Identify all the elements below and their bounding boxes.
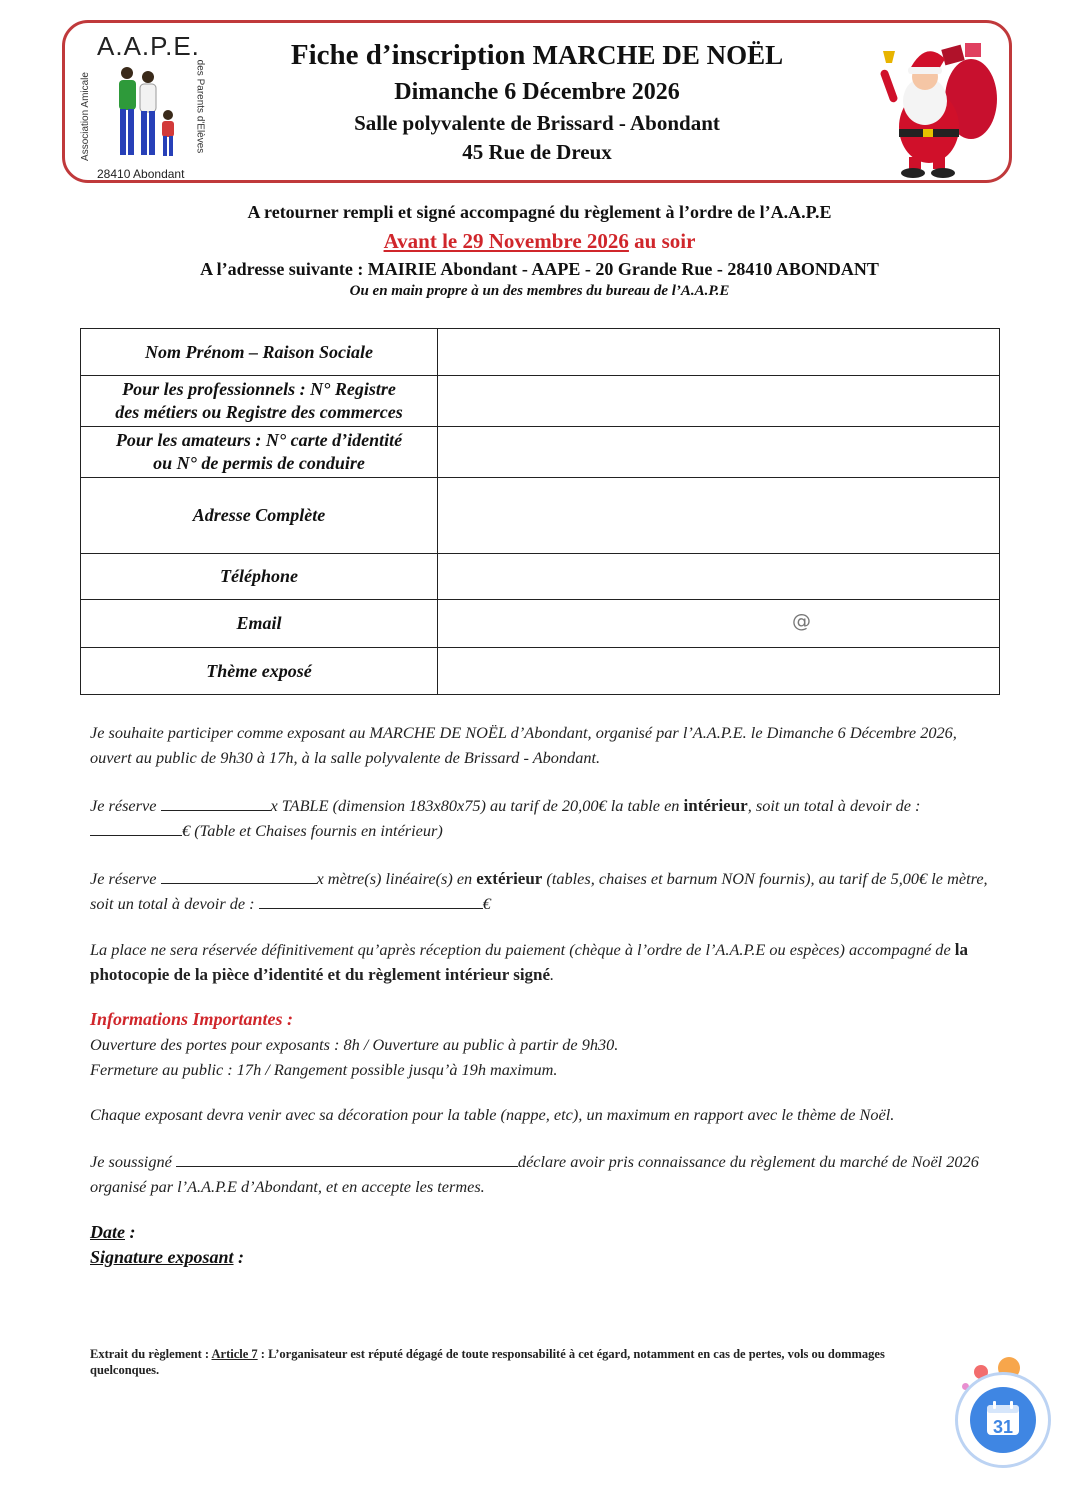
- logo-title: A.A.P.E.: [97, 31, 200, 61]
- field-label-address: Adresse Complète: [81, 478, 438, 554]
- field-label-email: Email: [81, 600, 438, 648]
- table-count-blank[interactable]: [161, 794, 271, 811]
- meter-count-blank[interactable]: [161, 867, 317, 884]
- mailing-address: A l’adresse suivante : MAIRIE Abondant - AAPE - 20 Grande Rue - 28410 ABONDANT: [200, 259, 879, 279]
- indoor-total-blank[interactable]: [90, 819, 182, 836]
- logo-city: 28410 Abondant: [97, 167, 185, 181]
- field-label-theme: Thème exposé: [81, 648, 438, 695]
- important-info-title: Informations Importantes :: [90, 1009, 294, 1029]
- decoration-note: Chaque exposant devra venir avec sa décoration pour la table (nappe, etc), un maximum en rapport avec le thème de Noël.: [90, 1105, 895, 1124]
- payment-conditions: La place ne sera réservée définitivement qu’après réception du paiement (chèque à l’ordre de l’A.A.P.E ou espèces) accompagné de la photocopie de la pièce d’identité et du règlement intérieur signé.: [90, 940, 968, 984]
- field-input-name[interactable]: [438, 329, 1000, 376]
- return-instructions: A retourner rempli et signé accompagné du règlement à l’ordre de l’A.A.P.E: [247, 202, 832, 222]
- form-title: [65, 39, 1009, 72]
- table-row: [81, 376, 1000, 427]
- event-street: 45 Rue de Dreux: [462, 140, 612, 164]
- header-box: [62, 20, 1012, 183]
- signer-name-blank[interactable]: [176, 1150, 518, 1167]
- field-input-theme[interactable]: [438, 648, 1000, 695]
- declaration: Je soussigné déclare avoir pris connaissance du règlement du marché de Noël 2026 organisé par l’A.A.P.E d’Abondant, et en accepte les termes.: [90, 1152, 979, 1196]
- indoor-table-reservation: Je réserve x TABLE (dimension 183x80x75) au tarif de 20,00€ la table en intérieur, soit un total à devoir de : € (Table et Chaises fournis en intérieur): [90, 796, 921, 840]
- table-row: [81, 427, 1000, 478]
- table-row: [81, 329, 1000, 376]
- deadline-suffix: au soir: [628, 229, 696, 253]
- logo-vertical-left: Association Amicale: [79, 72, 91, 161]
- info-opening: Ouverture des portes pour exposants : 8h / Ouverture au public à partir de 9h30.: [90, 1035, 619, 1054]
- regulation-excerpt: Extrait du règlement : Article 7 : L’organisateur est réputé dégagé de toute responsabilité à cet égard, notamment en cas de pertes, vols ou dommages quelconques.: [90, 1347, 885, 1377]
- calendar-widget-circle: [970, 1387, 1036, 1453]
- outdoor-total-blank[interactable]: [259, 892, 483, 909]
- info-closing: Fermeture au public : 17h / Rangement possible jusqu’à 19h maximum.: [90, 1060, 558, 1079]
- field-input-email[interactable]: [438, 600, 1000, 648]
- deadline: [0, 229, 1079, 254]
- santa-claus-icon: [873, 29, 999, 179]
- event-venue: Salle polyvalente de Brissard - Abondant: [354, 111, 720, 135]
- participation-statement: Je souhaite participer comme exposant au MARCHE DE NOËL d’Abondant, organisé par l’A.A.P.E. le Dimanche 6 Décembre 2026, ouvert au public de 9h30 à 17h, à la salle polyvalente de Brissard - Abondant.: [90, 723, 957, 767]
- important-info: [90, 1007, 1000, 1082]
- table-row: [81, 648, 1000, 695]
- field-label-amateur-id: Pour les amateurs : N° carte d’identité ou N° de permis de conduire: [81, 427, 438, 478]
- title-event: MARCHE DE NOËL: [532, 40, 784, 70]
- field-input-address[interactable]: [438, 478, 1000, 554]
- field-input-pro-registry[interactable]: [438, 376, 1000, 427]
- hand-delivery-note: Ou en main propre à un des membres du bureau de l’A.A.P.E: [349, 283, 730, 299]
- calendar-widget-button[interactable]: [955, 1372, 1051, 1468]
- calendar-day: 31: [992, 1417, 1014, 1437]
- table-row: [81, 554, 1000, 600]
- deadline-date: Avant le 29 Novembre 2026: [383, 229, 629, 253]
- field-input-amateur-id[interactable]: [438, 427, 1000, 478]
- title-prefix: Fiche d’inscription: [290, 39, 526, 71]
- outdoor-meter-reservation: Je réserve x mètre(s) linéaire(s) en extérieur (tables, chaises et barnum NON fournis), au tarif de 5,00€ le mètre, soit un total à devoir de : €: [90, 869, 988, 913]
- field-label-phone: Téléphone: [81, 554, 438, 600]
- at-sign-icon: @: [792, 610, 811, 632]
- table-row: [81, 600, 1000, 648]
- field-label-pro-registry: Pour les professionnels : N° Registre des métiers ou Registre des commerces: [81, 376, 438, 427]
- logo-vertical-right: des Parents d'Elèves: [194, 59, 206, 154]
- table-row: [81, 478, 1000, 554]
- field-input-phone[interactable]: [438, 554, 1000, 600]
- signature-label: Signature exposant :: [90, 1247, 245, 1267]
- date-label: Date :: [90, 1222, 136, 1242]
- field-label-name: Nom Prénom – Raison Sociale: [81, 329, 438, 376]
- event-date: Dimanche 6 Décembre 2026: [394, 79, 680, 105]
- registration-form-table: [80, 328, 1000, 695]
